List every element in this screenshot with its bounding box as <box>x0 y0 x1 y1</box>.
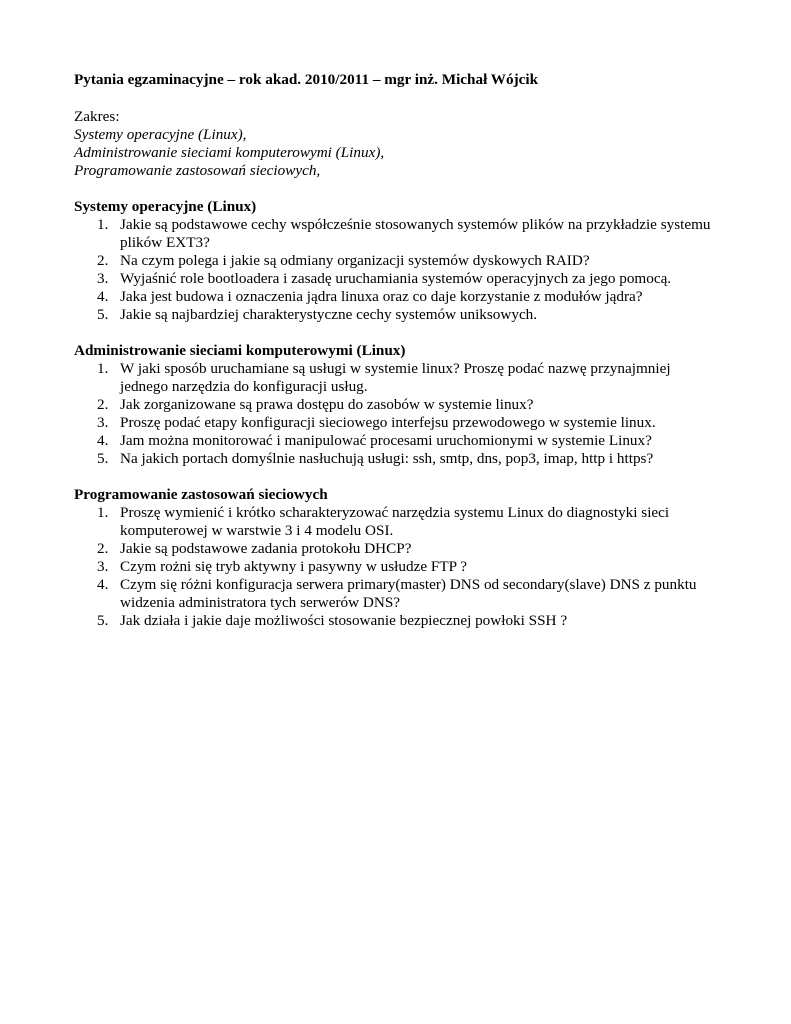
question-text: Na czym polega i jakie są odmiany organizacji systemów dyskowych RAID? <box>120 252 590 269</box>
question-item <box>74 396 714 414</box>
section-heading: Administrowanie sieciami komputerowymi (Linux) <box>74 342 406 359</box>
section-network-administration <box>74 342 714 468</box>
question-text: Jakie są najbardziej charakterystyczne cechy systemów uniksowych. <box>120 306 538 323</box>
question-item <box>74 504 714 540</box>
question-item <box>74 216 714 252</box>
question-number: 4. <box>97 576 109 593</box>
question-item <box>74 306 714 324</box>
section-operating-systems <box>74 198 714 324</box>
document-page <box>74 71 714 630</box>
question-item <box>74 252 714 270</box>
question-item <box>74 360 714 396</box>
scope-item: Administrowanie sieciami komputerowymi (Linux), <box>74 144 385 161</box>
question-number: 1. <box>97 504 109 521</box>
question-text: Na jakich portach domyślnie nasłuchują usługi: ssh, smtp, dns, pop3, imap, http i https? <box>120 450 654 467</box>
question-number: 4. <box>97 432 109 449</box>
question-text: Jam można monitorować i manipulować procesami uruchomionymi w systemie Linux? <box>120 432 652 449</box>
question-number: 1. <box>97 216 109 233</box>
section-network-programming <box>74 486 714 630</box>
question-number: 5. <box>97 306 109 323</box>
question-text: Jakie są podstawowe zadania protokołu DHCP? <box>120 540 412 557</box>
question-number: 3. <box>97 558 109 575</box>
section-heading: Systemy operacyjne (Linux) <box>74 198 257 215</box>
question-item <box>74 576 714 612</box>
question-text: W jaki sposób uruchamiane są usługi w systemie linux? Proszę podać nazwę przynajmniej jednego narzędzia do konfiguracji usług. <box>120 360 671 395</box>
question-item <box>74 558 714 576</box>
question-number: 4. <box>97 288 109 305</box>
question-item <box>74 270 714 288</box>
question-item <box>74 288 714 306</box>
question-number: 2. <box>97 252 109 269</box>
scope-block <box>74 108 714 180</box>
question-text: Proszę podać etapy konfiguracji sieciowego interfejsu przewodowego w systemie linux. <box>120 414 656 431</box>
scope-item: Programowanie zastosowań sieciowych, <box>74 162 321 179</box>
question-text: Wyjaśnić role bootloadera i zasadę uruchamiania systemów operacyjnych za jego pomocą. <box>120 270 672 287</box>
question-list <box>74 360 714 468</box>
question-text: Proszę wymienić i krótko scharakteryzować narzędzia systemu Linux do diagnostyki sieci komputerowej w warstwie 3 i 4 modelu OSI. <box>120 504 670 539</box>
scope-label: Zakres: <box>74 108 120 125</box>
question-text: Jak działa i jakie daje możliwości stosowanie bezpiecznej powłoki SSH ? <box>120 612 568 629</box>
question-item <box>74 450 714 468</box>
question-number: 5. <box>97 612 109 629</box>
section-heading: Programowanie zastosowań sieciowych <box>74 486 328 503</box>
question-text: Czym rożni się tryb aktywny i pasywny w usłudze FTP ? <box>120 558 468 575</box>
question-text: Jak zorganizowane są prawa dostępu do zasobów w systemie linux? <box>120 396 534 413</box>
question-text: Czym się różni konfiguracja serwera primary(master) DNS od secondary(slave) DNS z punktu widzenia administratora tych serwerów DNS? <box>120 576 697 611</box>
question-item <box>74 612 714 630</box>
question-number: 3. <box>97 270 109 287</box>
page-title: Pytania egzaminacyjne – rok akad. 2010/2011 – mgr inż. Michał Wójcik <box>74 71 539 88</box>
question-number: 5. <box>97 450 109 467</box>
question-text: Jaka jest budowa i oznaczenia jądra linuxa oraz co daje korzystanie z modułów jądra? <box>120 288 643 305</box>
question-number: 2. <box>97 540 109 557</box>
question-list <box>74 216 714 324</box>
question-number: 1. <box>97 360 109 377</box>
question-number: 2. <box>97 396 109 413</box>
question-item <box>74 432 714 450</box>
question-item <box>74 540 714 558</box>
scope-item: Systemy operacyjne (Linux), <box>74 126 247 143</box>
question-list <box>74 504 714 630</box>
question-number: 3. <box>97 414 109 431</box>
question-text: Jakie są podstawowe cechy współcześnie stosowanych systemów plików na przykładzie systemu plików EXT3? <box>120 216 711 251</box>
question-item <box>74 414 714 432</box>
